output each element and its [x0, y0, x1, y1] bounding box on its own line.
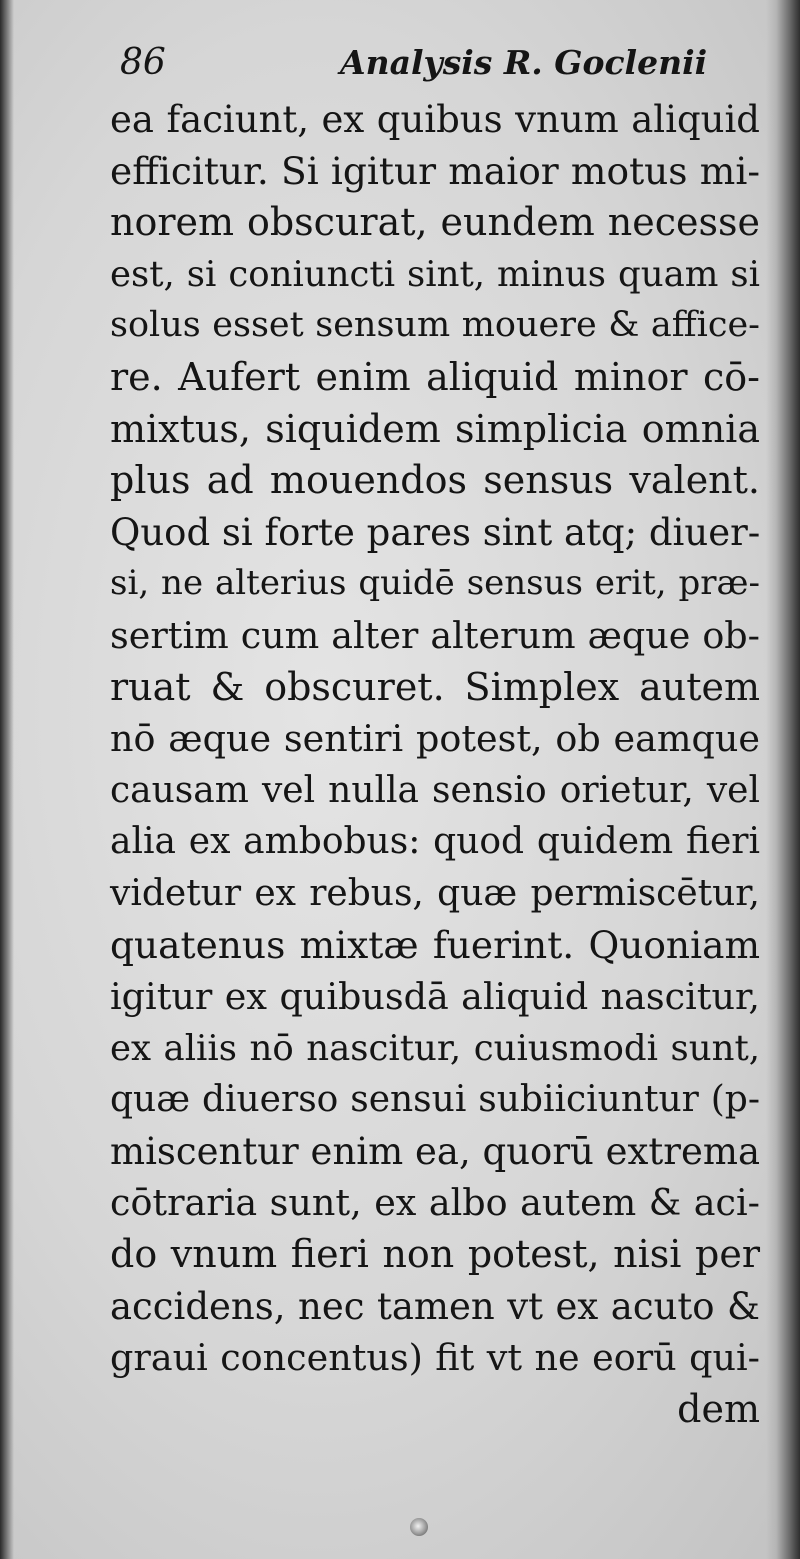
catchword: dem — [677, 1386, 760, 1431]
text-line: accidens, nec tamen vt ex acuto & — [110, 1284, 760, 1328]
page-left-edge-shadow — [0, 0, 14, 1559]
text-line: miscentur enim ea, quorū extrema — [110, 1129, 760, 1173]
text-line: re. Aufert enim aliquid minor cō- — [110, 354, 760, 399]
text-line: norem obscurat, eundem necesse — [110, 200, 760, 245]
text-line: videtur ex rebus, quæ permiscētur, — [110, 872, 760, 914]
text-line: do vnum fieri non potest, nisi per — [110, 1232, 760, 1277]
running-head: Analysis R. Goclenii — [340, 43, 708, 82]
page-number: 86 — [120, 42, 166, 83]
text-line: quatenus mixtæ fuerint. Quoniam — [110, 922, 760, 967]
text-line: solus esset sensum mouere & affice- — [110, 305, 760, 346]
text-line: ea faciunt, ex quibus vnum aliquid — [110, 98, 760, 141]
text-line: cōtraria sunt, ex albo autem & aci- — [110, 1181, 760, 1225]
page-header — [115, 38, 708, 88]
body-text — [110, 94, 760, 1435]
text-line: ruat & obscuret. Simplex autem — [110, 664, 760, 709]
text-line: si, ne alterius quidē sensus erit, præ- — [110, 563, 760, 604]
page-right-edge-shadow — [766, 0, 800, 1559]
bottom-spot — [410, 1518, 428, 1536]
text-line: est, si coniuncti sint, minus quam si — [110, 253, 760, 295]
text-line: ex aliis nō nascitur, cuiusmodi sunt, — [110, 1027, 760, 1069]
text-line: nō æque sentiri potest, ob eamque — [110, 717, 760, 761]
text-line: alia ex ambobus: quod quidem fieri — [110, 821, 760, 863]
text-line: efficitur. Si igitur maior motus mi- — [110, 148, 760, 193]
text-line: plus ad mouendos sensus valent. — [110, 458, 760, 503]
text-line: graui concentus) fit vt ne eorū qui- — [110, 1336, 760, 1380]
text-line: causam vel nulla sensio orietur, vel — [110, 769, 760, 811]
text-line: Quod si forte pares sint atq; diuer- — [110, 510, 761, 554]
text-line: sertim cum alter alterum æque ob- — [110, 613, 760, 657]
text-line: igitur ex quibusdā aliquid nascitur, — [110, 975, 760, 1019]
text-line: quæ diuerso sensui subiiciuntur (p- — [110, 1079, 760, 1121]
text-line: mixtus, siquidem simplicia omnia — [110, 406, 760, 451]
